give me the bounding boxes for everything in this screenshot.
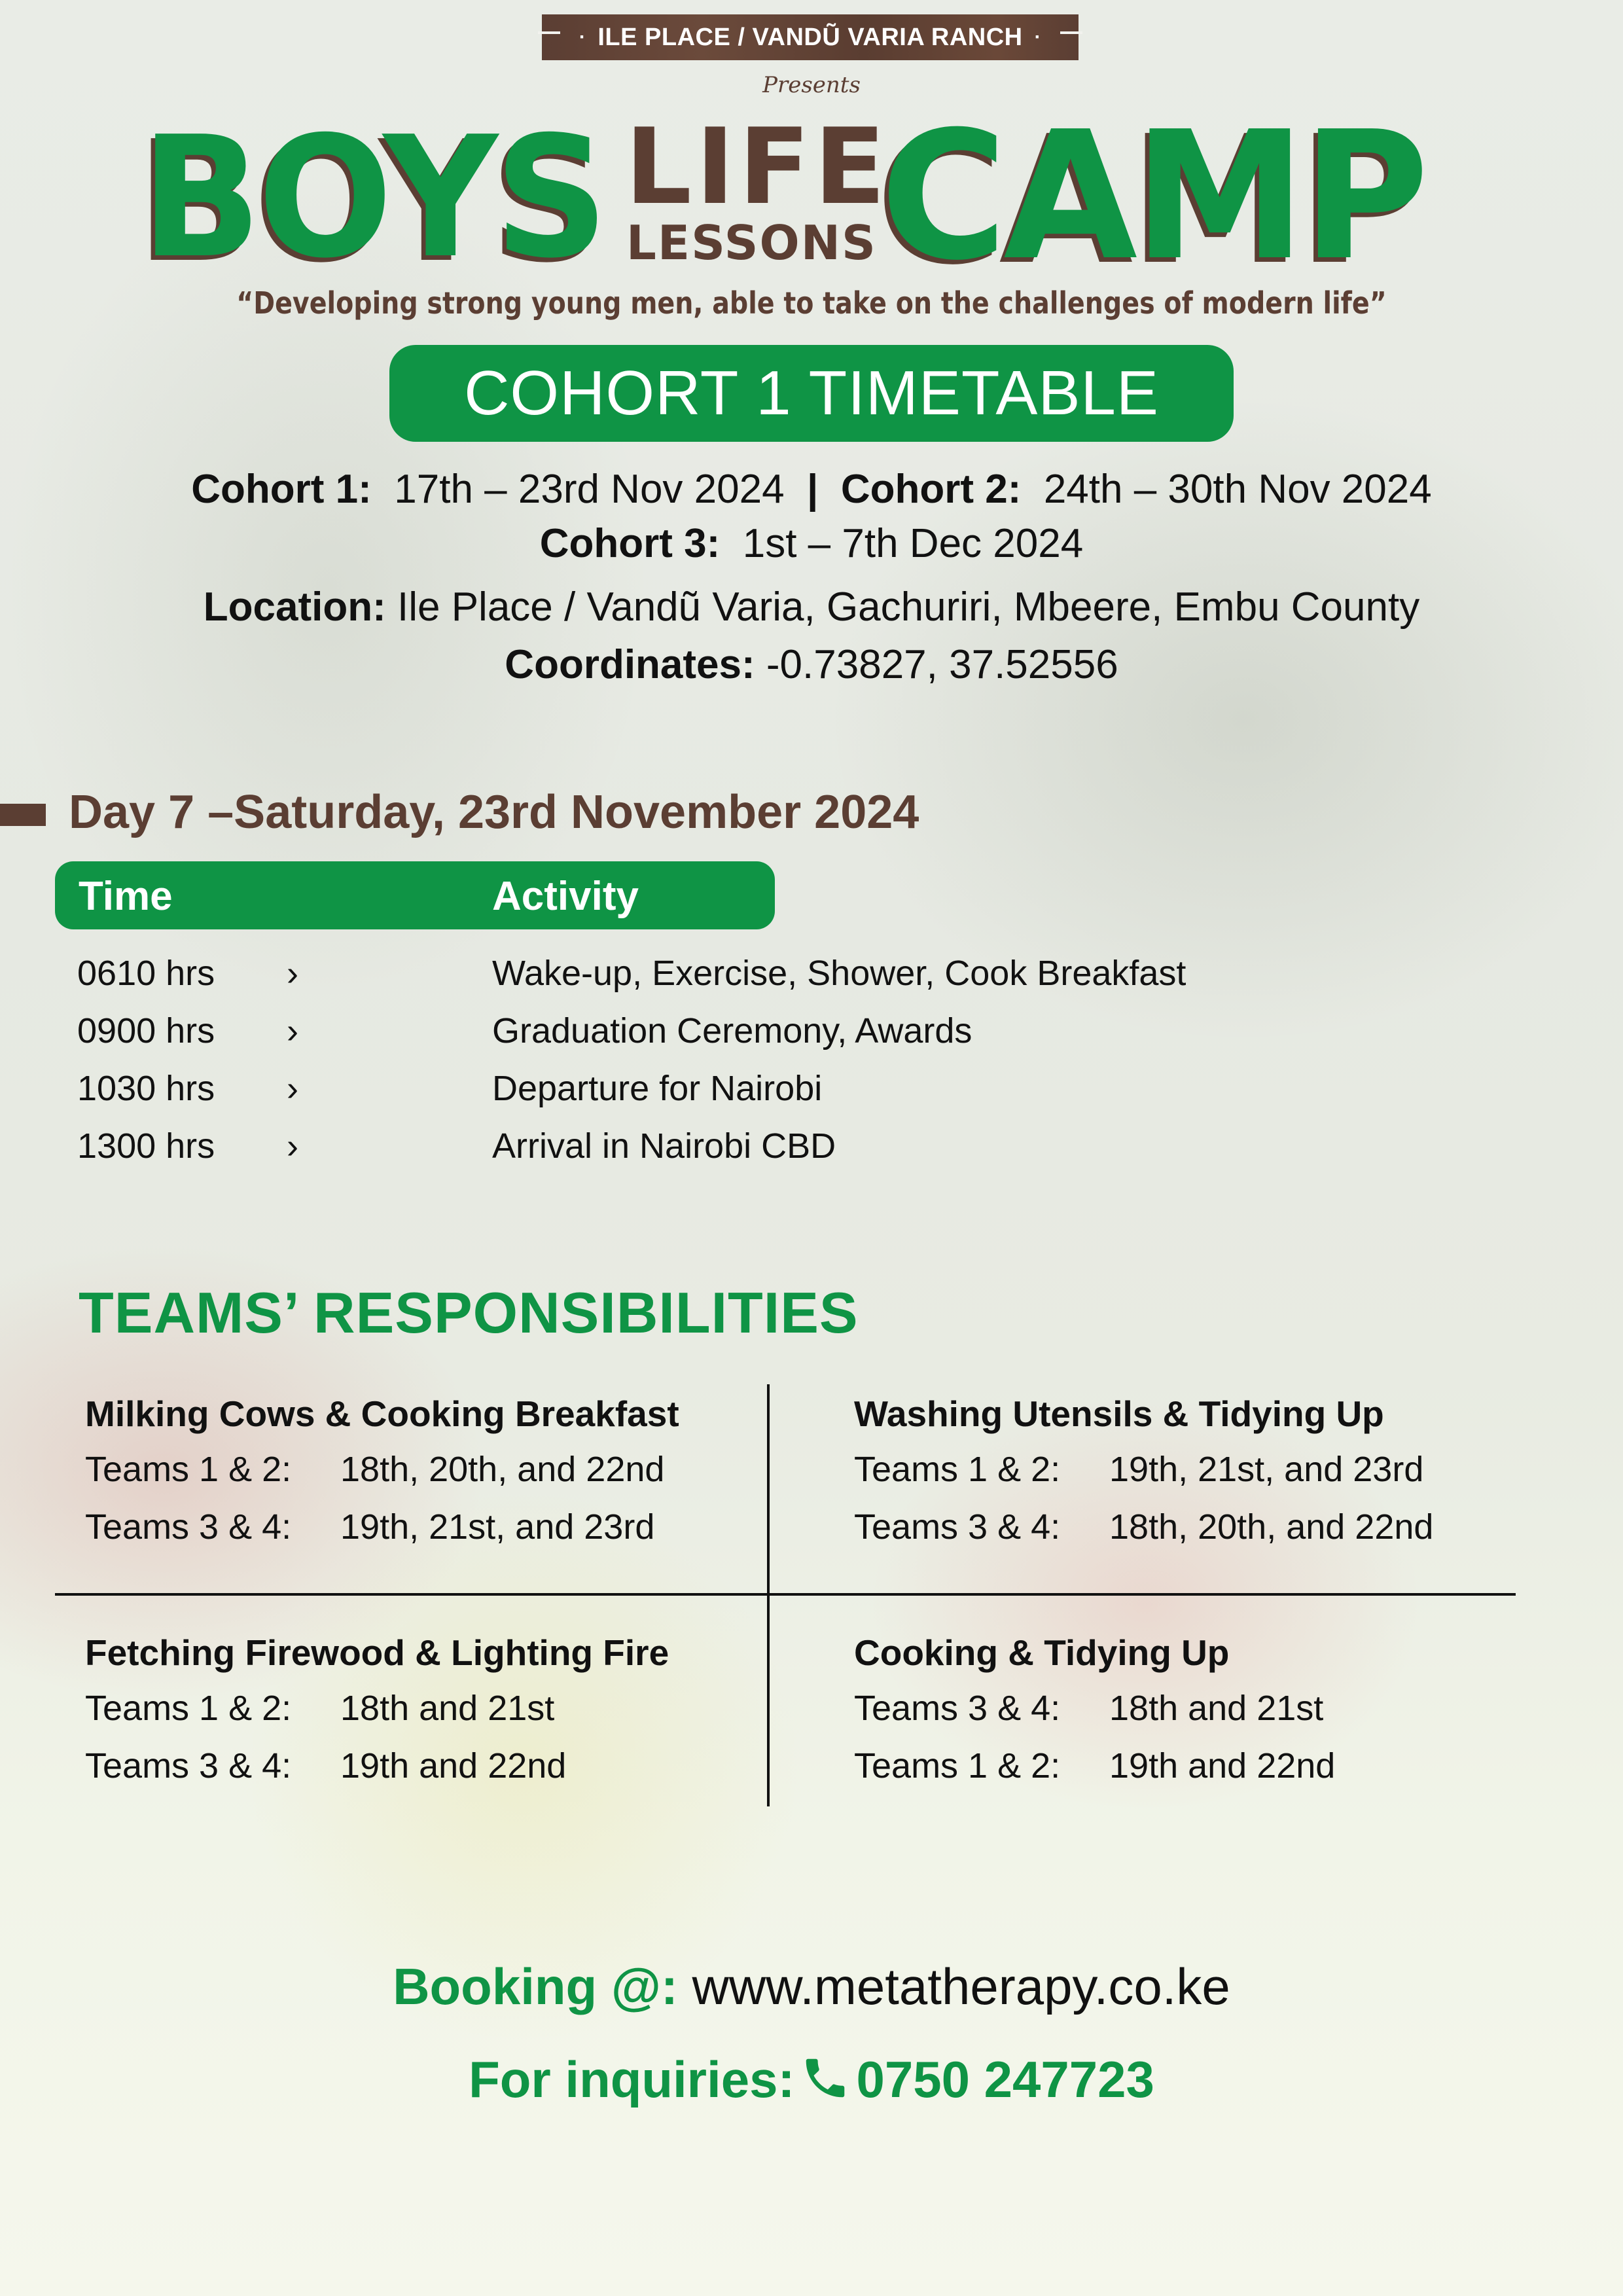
cohort-2-dates: 24th – 30th Nov 2024 xyxy=(1043,467,1432,512)
chevron-right-icon: › xyxy=(287,1011,298,1050)
cohort-3-label: Cohort 3: xyxy=(539,521,721,566)
location-value: Ile Place / Vandũ Varia, Gachuriri, Mbeere, Embu County xyxy=(397,584,1420,630)
inquiry-label: For inquiries: xyxy=(469,2051,795,2108)
day-marker-bar xyxy=(0,804,46,826)
chevron-right-icon: › xyxy=(287,1069,298,1108)
responsibility-line xyxy=(85,1507,772,1564)
banner-dot-right: · xyxy=(1034,26,1042,48)
responsibility-line xyxy=(85,1746,772,1803)
schedule-activity: Graduation Ceremony, Awards xyxy=(492,1011,972,1050)
schedule-row xyxy=(77,1068,1452,1126)
schedule-time: 0610 hrs xyxy=(77,954,215,993)
responsibility-title: Washing Utensils & Tidying Up xyxy=(854,1393,1384,1434)
responsibility-block xyxy=(85,1632,772,1803)
coordinates-line xyxy=(0,641,1623,688)
team-days: 19th, 21st, and 23rd xyxy=(1109,1450,1424,1489)
schedule-activity: Wake-up, Exercise, Shower, Cook Breakfast xyxy=(492,954,1186,993)
team-label: Teams 3 & 4: xyxy=(854,1507,1061,1547)
day-heading: Day 7 –Saturday, 23rd November 2024 xyxy=(69,786,919,838)
venue-banner xyxy=(542,14,1079,60)
camp-logo xyxy=(141,93,1482,299)
phone-number-link[interactable]: 0750 247723 xyxy=(856,2051,1154,2108)
coordinates-label: Coordinates: xyxy=(505,642,755,687)
schedule-activity: Departure for Nairobi xyxy=(492,1069,823,1108)
cohort-1-dates: 17th – 23rd Nov 2024 xyxy=(394,467,785,512)
team-days: 18th, 20th, and 22nd xyxy=(1109,1507,1434,1547)
booking-label: Booking @: xyxy=(393,1958,678,2015)
team-label: Teams 1 & 2: xyxy=(854,1746,1061,1785)
team-days: 18th and 21st xyxy=(1109,1689,1324,1728)
inquiry-line xyxy=(0,2050,1623,2109)
responsibility-line xyxy=(85,1449,772,1507)
responsibility-title: Milking Cows & Cooking Breakfast xyxy=(85,1393,679,1434)
schedule-time: 1030 hrs xyxy=(77,1069,215,1108)
logo-word-lessons: LESSONS xyxy=(626,215,877,270)
schedule-row xyxy=(77,1011,1452,1068)
booking-url-link[interactable]: www.metatherapy.co.ke xyxy=(692,1958,1230,2015)
responsibility-title: Cooking & Tidying Up xyxy=(854,1632,1230,1673)
banner-dot-left: · xyxy=(579,26,586,48)
schedule-time: 0900 hrs xyxy=(77,1011,215,1050)
presents-text: Presents xyxy=(762,72,861,98)
team-label: Teams 1 & 2: xyxy=(85,1450,292,1489)
responsibility-block xyxy=(85,1393,772,1564)
cohort-1-label: Cohort 1: xyxy=(191,467,372,512)
teams-heading: TEAMS’ RESPONSIBILITIES xyxy=(79,1280,859,1345)
responsibility-line xyxy=(854,1746,1541,1803)
team-days: 19th, 21st, and 23rd xyxy=(340,1507,655,1547)
responsibility-line xyxy=(854,1449,1541,1507)
team-days: 19th and 22nd xyxy=(1109,1746,1336,1785)
cohort-3-dates: 1st – 7th Dec 2024 xyxy=(742,521,1084,566)
schedule-row xyxy=(77,953,1452,1011)
chevron-right-icon: › xyxy=(287,954,298,993)
coordinates-value: -0.73827, 37.52556 xyxy=(766,642,1118,687)
team-label: Teams 1 & 2: xyxy=(854,1450,1061,1489)
phone-icon xyxy=(800,2053,851,2104)
team-days: 19th and 22nd xyxy=(340,1746,567,1785)
booking-line xyxy=(0,1957,1623,2017)
cohort-dates-line-2 xyxy=(0,520,1623,567)
schedule-header xyxy=(55,861,775,929)
responsibility-line xyxy=(854,1688,1541,1746)
team-days: 18th and 21st xyxy=(340,1689,555,1728)
cohort-dates-line-1 xyxy=(0,466,1623,512)
cohort-2-label: Cohort 2: xyxy=(840,467,1022,512)
page-title xyxy=(389,345,1234,442)
logo-word-boys: BOYS xyxy=(141,101,605,295)
team-label: Teams 1 & 2: xyxy=(85,1689,292,1728)
column-header-time: Time xyxy=(79,874,173,919)
responsibility-title: Fetching Firewood & Lighting Fire xyxy=(85,1632,669,1673)
logo-word-life: LIFE xyxy=(625,105,890,228)
responsibility-line xyxy=(854,1507,1541,1564)
page-title-text: COHORT 1 TIMETABLE xyxy=(464,358,1159,428)
logo-word-camp: CAMP xyxy=(880,93,1425,299)
location-label: Location: xyxy=(203,584,386,630)
venue-banner-text: ILE PLACE / VANDŨ VARIA RANCH xyxy=(597,23,1023,51)
team-label: Teams 3 & 4: xyxy=(854,1689,1061,1728)
responsibility-block xyxy=(854,1632,1541,1803)
team-label: Teams 3 & 4: xyxy=(85,1746,292,1785)
grid-divider-horizontal xyxy=(55,1593,1516,1596)
schedule-activity: Arrival in Nairobi CBD xyxy=(492,1126,836,1166)
team-days: 18th, 20th, and 22nd xyxy=(340,1450,665,1489)
responsibility-block xyxy=(854,1393,1541,1564)
column-header-activity: Activity xyxy=(492,874,639,919)
schedule-time: 1300 hrs xyxy=(77,1126,215,1166)
responsibility-line xyxy=(85,1688,772,1746)
schedule-row xyxy=(77,1126,1452,1183)
chevron-right-icon: › xyxy=(287,1126,298,1166)
cohort-separator: | xyxy=(807,467,819,512)
location-line xyxy=(0,584,1623,630)
team-label: Teams 3 & 4: xyxy=(85,1507,292,1547)
tagline: “Developing strong young men, able to take on the challenges of modern life” xyxy=(236,285,1387,321)
